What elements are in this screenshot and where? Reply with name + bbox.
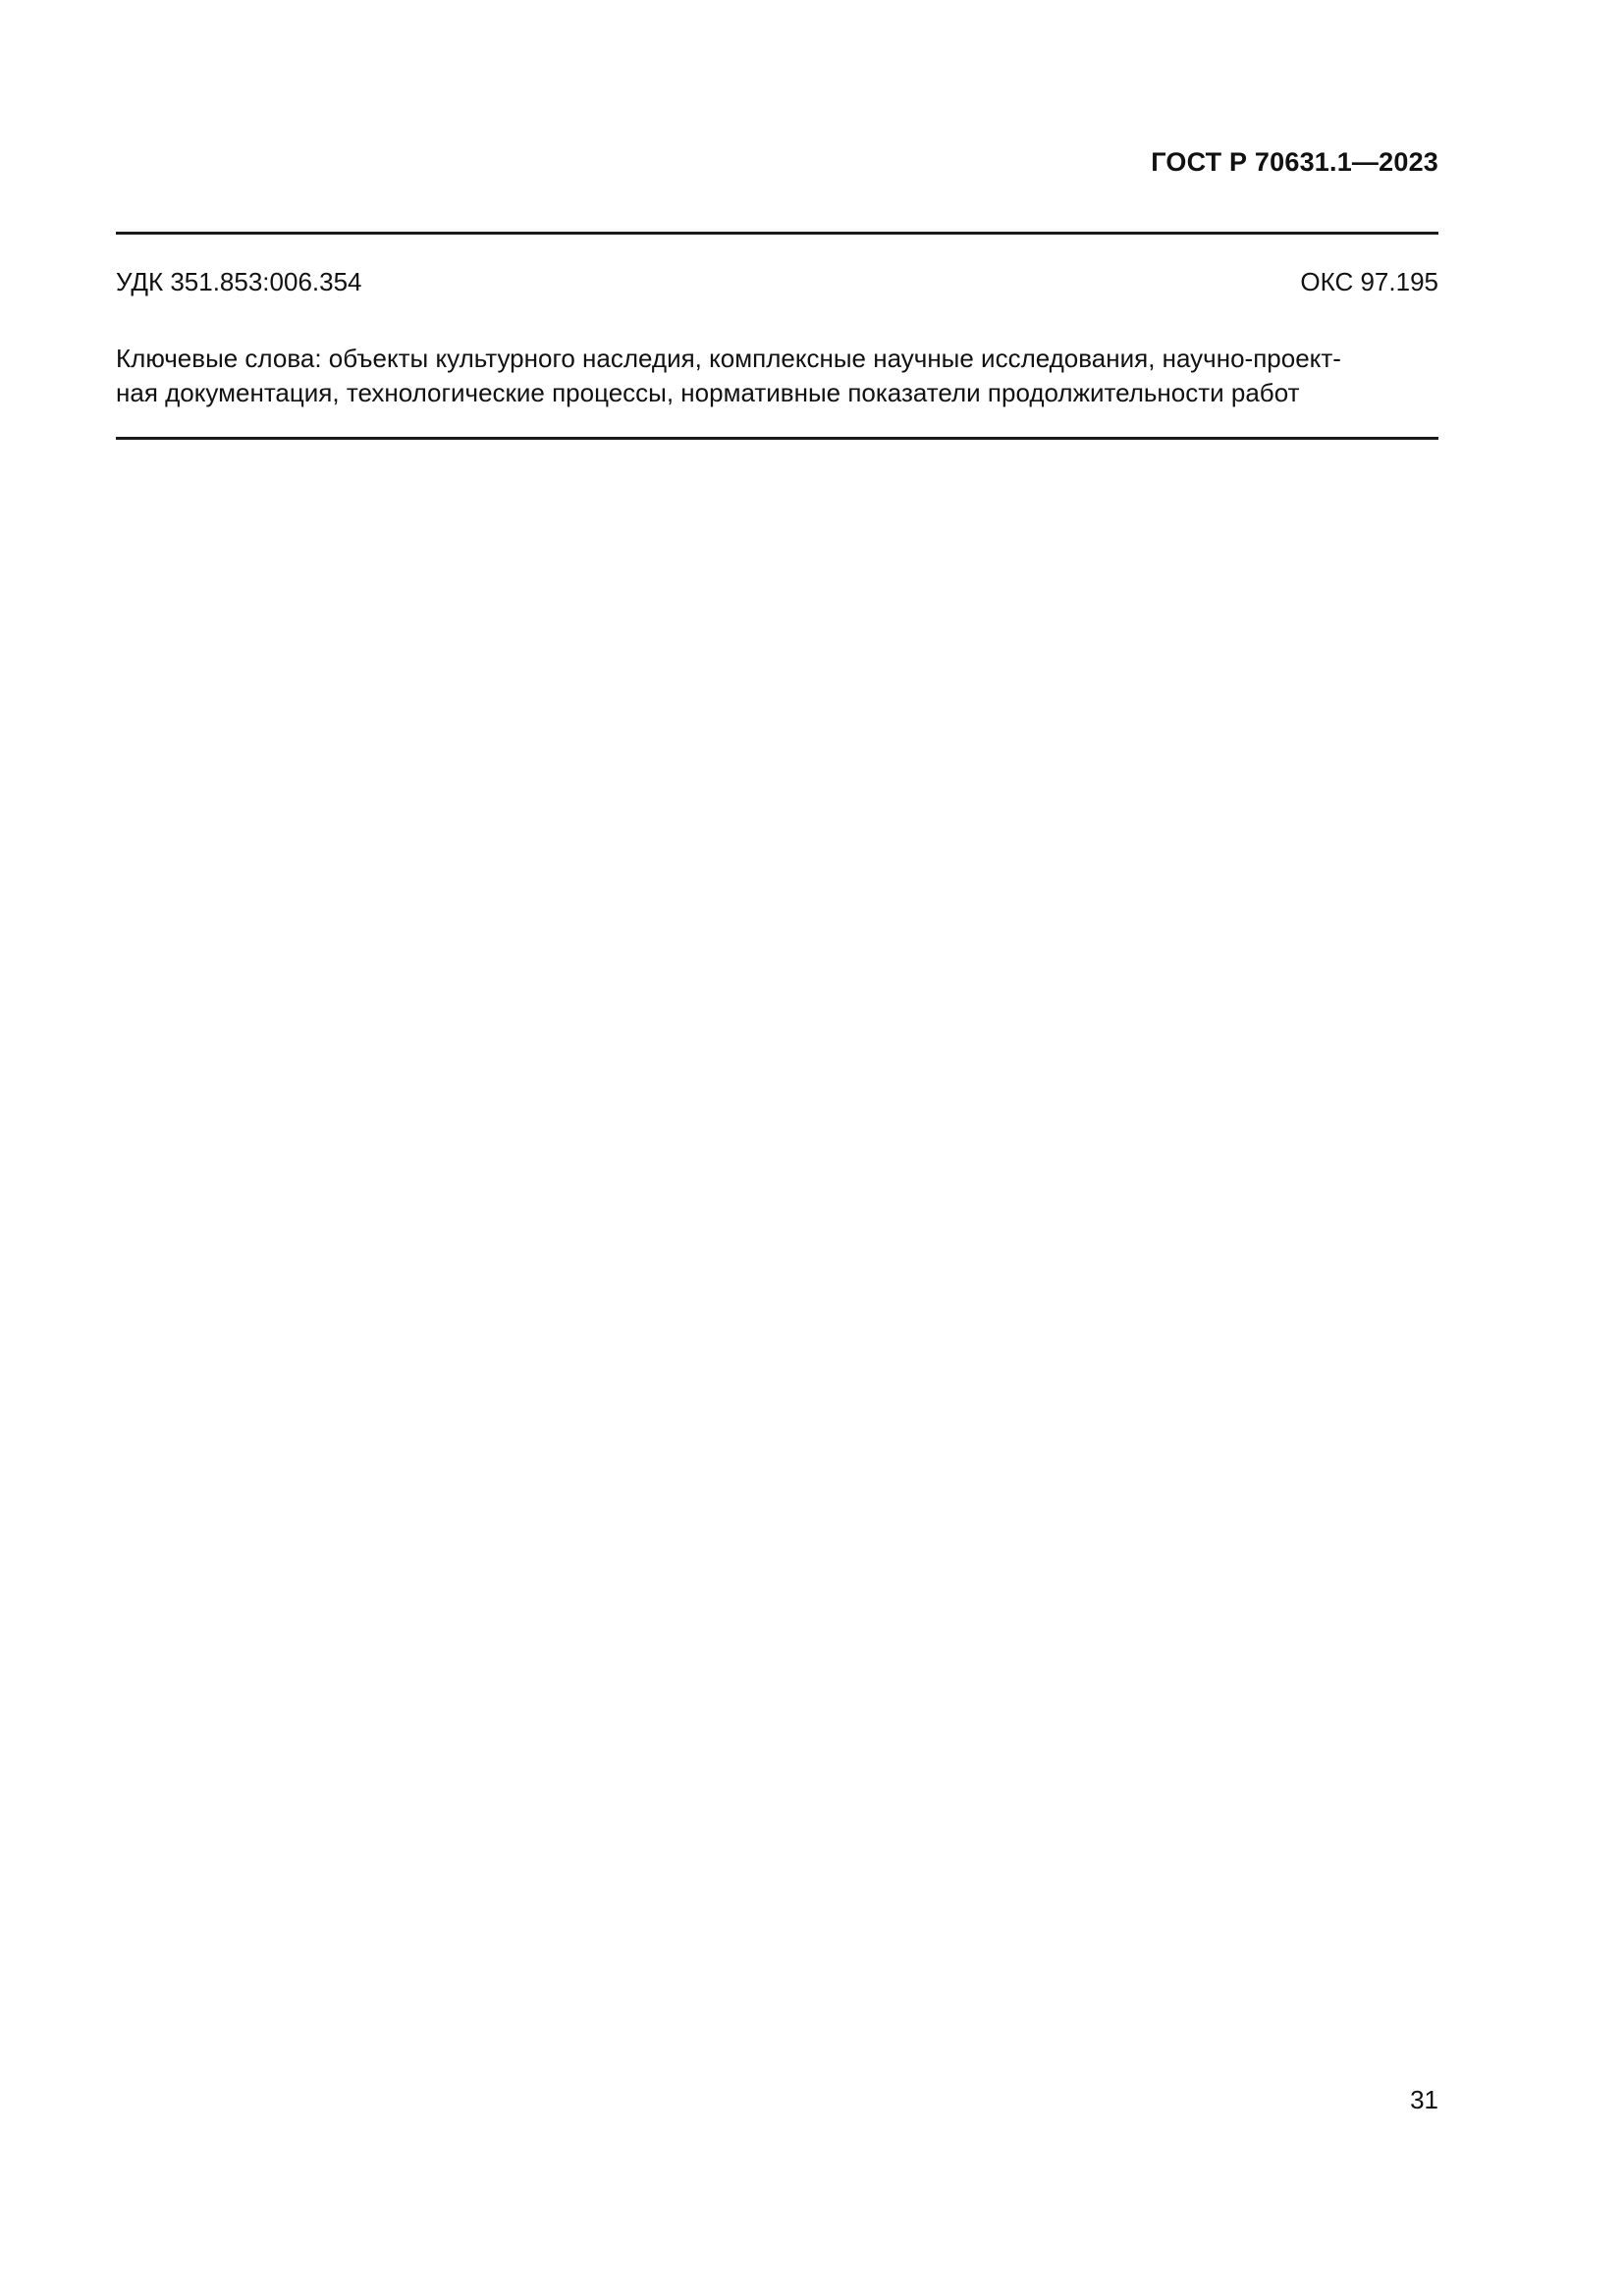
keywords-line-2: ная документация, технологические процессы, нормативные показатели продолжительности работ xyxy=(116,378,1300,407)
page-number: 31 xyxy=(1410,2085,1438,2114)
bottom-divider xyxy=(116,437,1438,440)
document-number: ГОСТ Р 70631.1—2023 xyxy=(1151,147,1438,177)
top-divider xyxy=(116,232,1438,235)
keywords-line-1: Ключевые слова: объекты культурного наследия, комплексные научные исследования, научно-проект- xyxy=(116,344,1341,373)
udc-code: УДК 351.853:006.354 xyxy=(116,267,362,296)
oks-code: ОКС 97.195 xyxy=(1300,267,1438,296)
keywords-paragraph xyxy=(116,342,1438,410)
